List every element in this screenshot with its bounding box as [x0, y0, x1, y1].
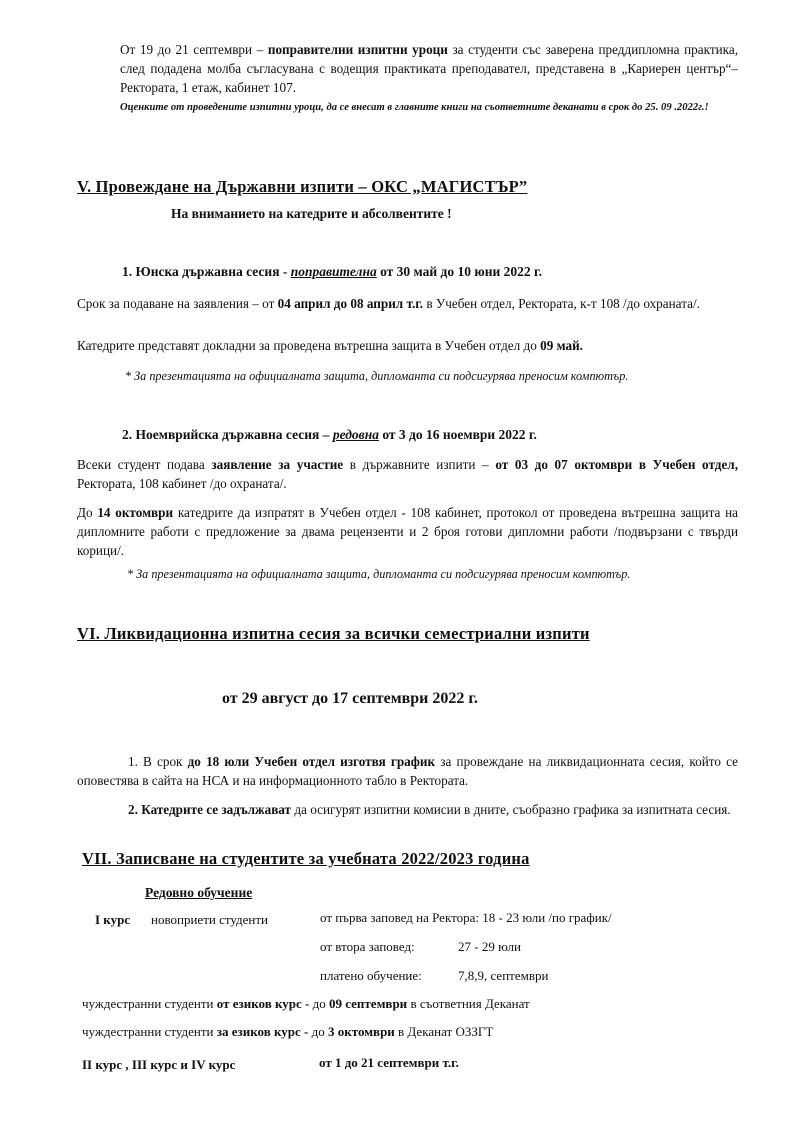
section5-heading: V. Провеждане на Държавни изпити – ОКС „МАГИСТЪР”: [77, 177, 528, 196]
order2-label: от втора заповед:: [320, 939, 415, 954]
section6-item1: 1. В срок до 18 юли Учебен отдел изготвя график за провеждане на ликвидационната сесия, който се оповестява в сайта на НСА и на информационното табло в Ректората.: [77, 754, 738, 788]
session2-application: Всеки студент подава заявление за участие в държавните изпити – от 03 до 07 октомври в Учебен отдел, Ректората, 108 кабинет /до охраната/.: [77, 457, 738, 491]
section7-heading: VII. Записване на студентите за учебната 2022/2023 година: [82, 849, 530, 868]
order1: от първа заповед на Ректора: 18 - 23 юли /по график/: [320, 910, 612, 925]
session2-note: * За презентацията на официалната защита, дипломанта си подсигурява преносим компютър.: [127, 567, 631, 581]
section7-subheading: Редовно обучение: [145, 885, 253, 900]
foreign-for-course: чуждестранни студенти за езиков курс - до 3 октомври в Деканат ОЗЗГТ: [82, 1024, 494, 1039]
new-students-label: новоприети студенти: [151, 912, 269, 927]
course1-label: I курс: [95, 912, 131, 927]
session1-reports: Катедрите представят докладни за проведена вътрешна защита в Учебен отдел до 09 май.: [77, 338, 583, 353]
courses-2-4-value: от 1 до 21 септември т.г.: [319, 1055, 459, 1070]
session1-note: * За презентацията на официалната защита, дипломанта си подсигурява преносим компютър.: [125, 369, 629, 383]
paid-label: платено обучение:: [320, 968, 422, 983]
intro-bold: поправителни изпитни уроци: [267, 42, 448, 57]
courses-2-4-label: II курс , III курс и IV курс: [82, 1057, 236, 1072]
paid-value: 7,8,9, септември: [458, 968, 549, 983]
section6-dates: от 29 август до 17 септември 2022 г.: [222, 690, 478, 707]
section5-attention: На вниманието на катедрите и абсолвентите !: [171, 206, 452, 221]
session2-title: 2. Ноемврийска държавна сесия – редовна от 3 до 16 ноември 2022 г.: [122, 427, 537, 442]
section6-heading: VI. Ликвидационна изпитна сесия за всички семестриални изпити: [77, 624, 590, 643]
foreign-from-course: чуждестранни студенти от езиков курс - до 09 септември в съответния Деканат: [82, 996, 530, 1011]
section6-item2: 2. Катедрите се задължават да осигурят изпитни комисии в дните, съобразно графика за изпитната сесия.: [128, 802, 731, 817]
intro-note: Оценките от проведените изпитни уроци, да се внесат в главните книги на съответните деканати в срок до 25. 09 .2022г.!: [120, 102, 709, 113]
intro-paragraph: От 19 до 21 септември – поправителни изпитни уроци за студенти със заверена преддипломна практика, след подадена молба съгласувана с водещия практиката преподавател, представена в „Кариерен център“– Ректората, 1 етаж, кабинет 107.: [120, 42, 738, 95]
session2-protocol: До 14 октомври катедрите да изпратят в Учебен отдел - 108 кабинет, протокол от проведена вътрешна защита на дипломните работи с предложение за двама рецензенти и 2 броя готови дипломни работи /подвързани с твърди корици/.: [77, 505, 739, 558]
session1-deadline: Срок за подаване на заявления – от 04 април до 08 април т.г. в Учебен отдел, Ректората, к-т 108 /до охраната/.: [77, 296, 700, 311]
session1-title: 1. Юнска държавна сесия - поправителна от 30 май до 10 юни 2022 г.: [122, 264, 542, 279]
order2-value: 27 - 29 юли: [458, 939, 521, 954]
